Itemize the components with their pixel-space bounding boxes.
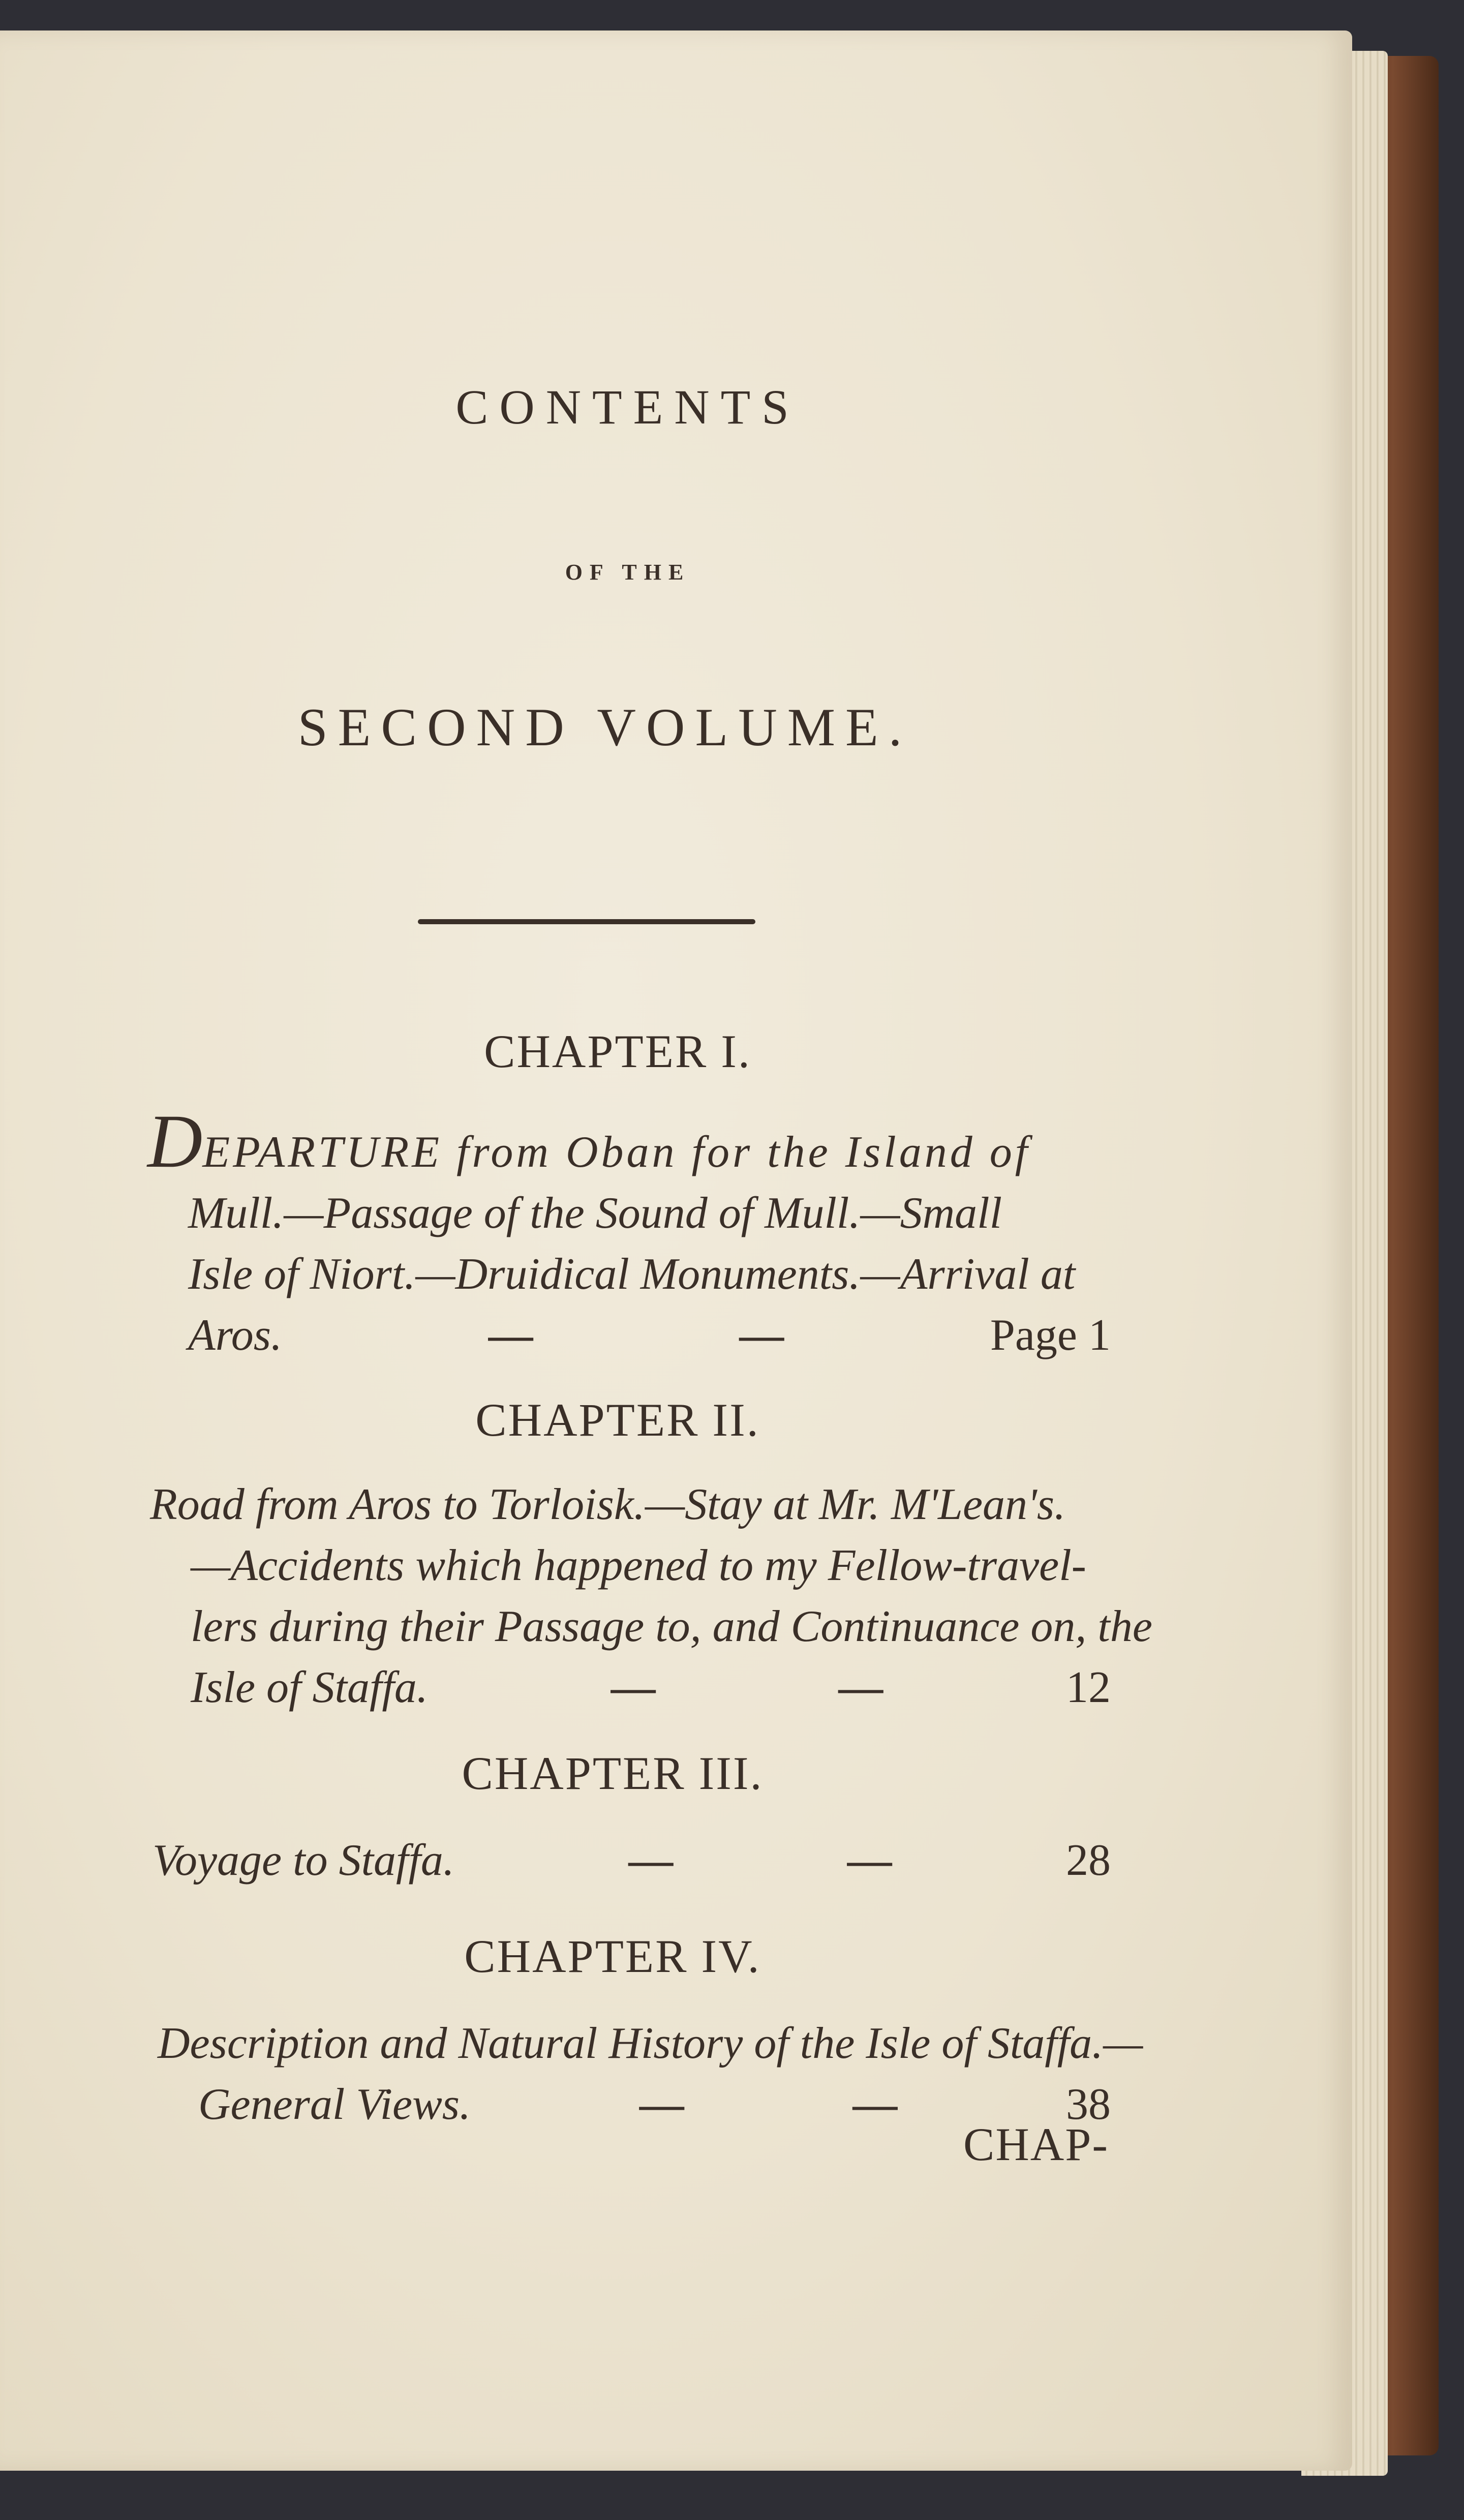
drop-cap: D [147,1099,203,1183]
page-title: CONTENTS [455,380,800,434]
chapter-entry [147,1099,1111,1366]
leader-dash: — [739,1311,784,1360]
leader-dash: — [488,1311,533,1360]
leader-dash: — [847,1836,892,1885]
page-number: 28 [1066,1836,1111,1885]
volume-title: SECOND VOLUME. [297,697,912,757]
entry-line: EPARTURE from Oban for the Island of [202,1128,1031,1177]
divider-rule [418,919,755,924]
page-subtitle: OF THE [565,560,691,585]
chapter-heading: CHAPTER I. [484,1025,751,1077]
leader-dash: — [611,1663,656,1712]
page-number: 12 [1065,1663,1111,1712]
catchword: CHAP- [963,2118,1109,2170]
entry-line: Isle of Staffa. [191,1663,428,1712]
entry-line: Description and Natural History of the Isle of Staffa.— [158,2019,1143,2068]
chapter-entry [152,1830,1111,1891]
entry-line: Road from Aros to Torloisk.—Stay at Mr. M'Lean's. [150,1480,1066,1529]
chapter-heading: CHAPTER II. [475,1394,760,1446]
leader-dash: — [639,2080,684,2129]
leader-dash: — [838,1663,883,1712]
chapter-heading: CHAPTER IV. [464,1930,761,1982]
entry-line: lers during their Passage to, and Continuance on, the [191,1602,1152,1651]
leader-dash: — [628,1836,674,1885]
page-number: 38 [1065,2080,1111,2129]
chapter-heading: CHAPTER III. [462,1747,764,1799]
entry-line: —Accidents which happened to my Fellow-travel- [191,1541,1086,1590]
leader-dash: — [852,2080,898,2129]
entry-line: Voyage to Staffa. [152,1836,454,1885]
entry-line: General Views. [198,2080,471,2129]
chapter-entry [158,2013,1143,2135]
chapter-entry [150,1474,1152,1718]
entry-line: Aros. [188,1311,282,1360]
page-number: Page 1 [990,1311,1111,1360]
entry-line: Mull.—Passage of the Sound of Mull.—Small [188,1189,1002,1238]
entry-line: Isle of Niort.—Druidical Monuments.—Arrival at [188,1250,1076,1299]
